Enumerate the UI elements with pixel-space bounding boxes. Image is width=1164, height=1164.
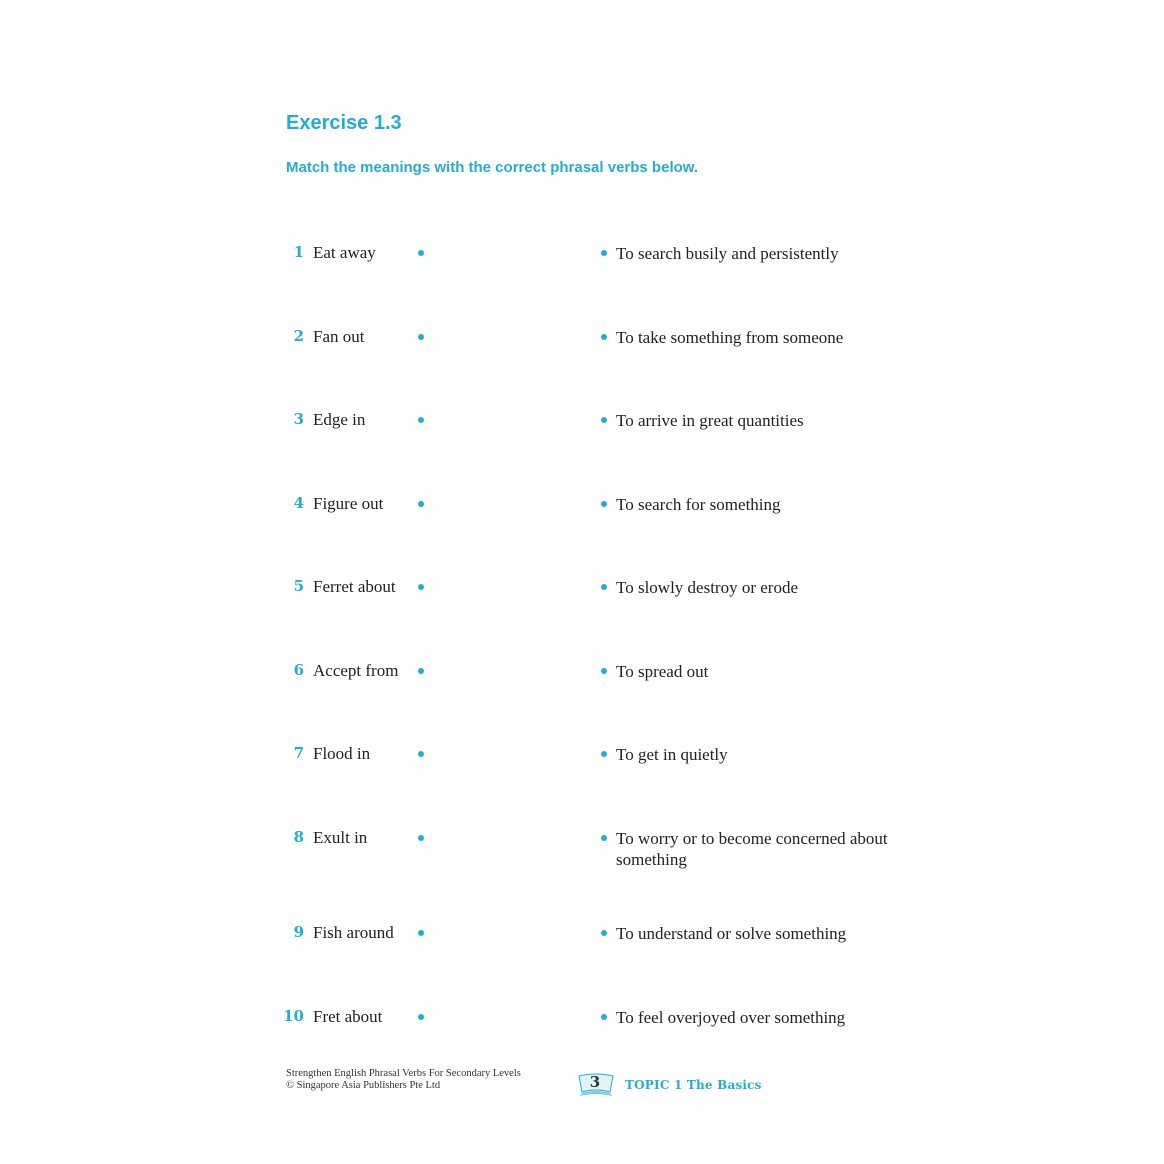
match-row [0,744,1164,788]
phrasal-verb: Figure out [313,494,384,513]
item-number: 2 [293,327,304,345]
meaning-text: To understand or solve something [616,924,847,943]
left-match-dot[interactable] [418,501,424,507]
item-number: 4 [293,494,304,512]
phrasal-verb: Fret about [313,1007,383,1026]
copyright-notice: © Singapore Asia Publishers Pte Ltd [286,1080,441,1091]
match-row [0,661,1164,705]
phrasal-verb: Flood in [313,744,371,763]
meaning-text: To feel overjoyed over something [616,1008,846,1027]
right-match-dot[interactable] [601,584,607,590]
meaning-text: To worry or to become concerned about something [616,829,888,869]
topic-label: TOPIC 1 The Basics [625,1078,762,1092]
item-number: 1 [293,243,304,261]
right-match-dot[interactable] [601,334,607,340]
exercise-instruction: Match the meanings with the correct phrasal verbs below. [286,159,699,176]
right-match-dot[interactable] [601,930,607,936]
item-number: 3 [293,410,304,428]
left-match-dot[interactable] [418,668,424,674]
phrasal-verb: Fan out [313,327,365,346]
left-match-dot[interactable] [418,584,424,590]
match-row [0,828,1164,872]
match-row [0,1007,1164,1051]
phrasal-verb: Ferret about [313,577,396,596]
right-match-dot[interactable] [601,1014,607,1020]
phrasal-verb: Edge in [313,410,366,429]
right-match-dot[interactable] [601,250,607,256]
right-match-dot[interactable] [601,668,607,674]
right-match-dot[interactable] [601,751,607,757]
match-row [0,577,1164,621]
right-match-dot[interactable] [601,835,607,841]
meaning-text: To get in quietly [616,745,728,764]
match-row [0,494,1164,538]
match-row [0,923,1164,967]
phrasal-verb: Eat away [313,243,376,262]
left-match-dot[interactable] [418,334,424,340]
right-match-dot[interactable] [601,501,607,507]
left-match-dot[interactable] [418,835,424,841]
book-title: Strengthen English Phrasal Verbs For Secondary Levels [286,1068,521,1079]
left-match-dot[interactable] [418,751,424,757]
phrasal-verb: Exult in [313,828,368,847]
phrasal-verb: Fish around [313,923,394,942]
item-number: 10 [283,1007,304,1025]
left-match-dot[interactable] [418,250,424,256]
meaning-text: To take something from someone [616,328,844,347]
match-row [0,327,1164,371]
meaning-text: To slowly destroy or erode [616,578,798,597]
right-match-dot[interactable] [601,417,607,423]
meaning-text: To search busily and persistently [616,244,839,263]
meaning-text: To search for something [616,495,781,514]
item-number: 8 [293,828,304,846]
left-match-dot[interactable] [418,930,424,936]
left-match-dot[interactable] [418,1014,424,1020]
match-row [0,410,1164,454]
meaning-text: To arrive in great quantities [616,411,804,430]
item-number: 7 [293,744,304,762]
item-number: 9 [293,923,304,941]
footer-credits [286,1068,521,1092]
exercise-title: Exercise 1.3 [286,112,402,134]
left-match-dot[interactable] [418,417,424,423]
item-number: 6 [293,661,304,679]
item-number: 5 [293,577,304,595]
page-number: 3 [589,1073,601,1091]
phrasal-verb: Accept from [313,661,399,680]
match-row [0,243,1164,287]
meaning-text: To spread out [616,662,709,681]
